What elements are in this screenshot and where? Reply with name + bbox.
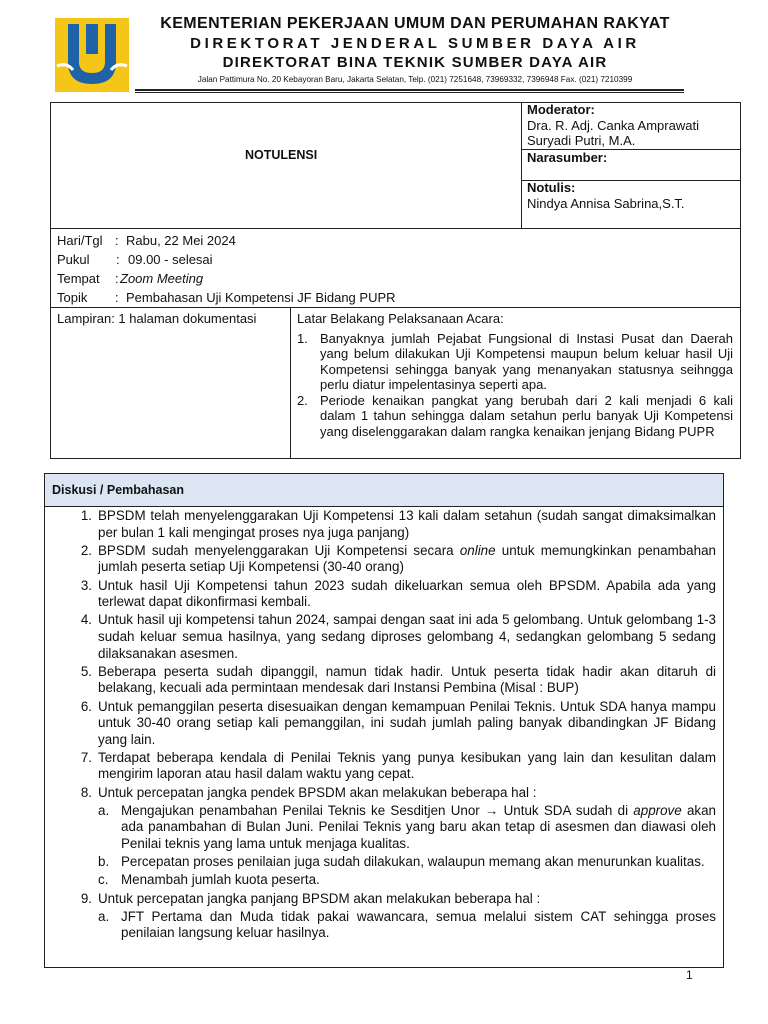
directorate-general-name: DIREKTORAT JENDERAL SUMBER DAYA AIR <box>190 35 640 52</box>
notulis-name: Nindya Annisa Sabrina,S.T. <box>527 196 685 211</box>
list-item: 1. BPSDM telah menyelenggarakan Uji Kompetensi 13 kali dalam setahun (sudah sangat dimaksimalkan per bulan 1 kali mengingat proses nya juga panjang) <box>80 508 716 540</box>
sub-item: c. Menambah jumlah kuota peserta. <box>98 872 320 888</box>
page-number: 1 <box>686 968 693 982</box>
latar-heading: Latar Belakang Pelaksanaan Acara: <box>297 311 504 326</box>
topik-value: Pembahasan Uji Kompetensi JF Bidang PUPR <box>126 290 396 305</box>
tempat-value: Zoom Meeting <box>120 271 204 286</box>
meeting-details <box>57 231 527 307</box>
list-item: 9. Untuk percepatan jangka panjang BPSDM akan melakukan beberapa hal : a. JFT Pertama dan Muda tidak pakai wawancara, semua melalui sistem CAT sehingga proses penilaian langsung keluar hasilnya. <box>80 890 716 941</box>
info-divider-3 <box>50 228 741 229</box>
narasumber-label: Narasumber: <box>527 150 608 165</box>
header-rule-thick <box>135 89 684 91</box>
pukul-value: 09.00 - selesai <box>128 252 213 267</box>
hari-value: Rabu, 22 Mei 2024 <box>126 233 236 248</box>
pukul-sep: : <box>116 252 120 267</box>
diskusi-header <box>44 473 724 507</box>
latar-section <box>297 311 733 439</box>
letterhead <box>135 14 695 87</box>
sub-item: b. Percepatan proses penilaian juga sudah dilakukan, walaupun memang akan menurunkan kualitas. <box>98 854 705 870</box>
list-item: 3. Untuk hasil Uji Kompetensi tahun 2023 sudah dikeluarkan semua oleh BPSDM. Apabila ada yang terlewat dapat dikonfirmasi kembali. <box>80 577 716 610</box>
diskusi-list <box>72 508 716 944</box>
pupr-logo <box>55 18 129 92</box>
diskusi-heading: Diskusi / Pembahasan <box>52 483 185 497</box>
topik-sep: : <box>115 290 119 305</box>
tempat-label: Tempat <box>57 271 100 286</box>
list-item: 2. BPSDM sudah menyelenggarakan Uji Kompetensi secara online untuk memungkinkan penambahan jumlah peserta setiap Uji Kompetensi (30-40 orang) <box>80 542 716 575</box>
address-line: Jalan Pattimura No. 20 Kebayoran Baru, Jakarta Selatan, Telp. (021) 7251648, 73969332, 7396948 Fax. (021) 7210399 <box>197 75 633 84</box>
ministry-name: KEMENTERIAN PEKERJAAN UMUM DAN PERUMAHAN RAKYAT <box>160 15 670 32</box>
list-item: 2. Periode kenaikan pangkat yang berubah dari 2 kali menjadi 6 kali dalam 1 tahun sehingga dalam setahun perlu banyak Uji Kompetensi yang diselenggarakan dalam rangka kenaikan jenjang Bidang PUPR <box>297 392 733 439</box>
list-item: 1. Banyaknya jumlah Pejabat Fungsional di Instasi Pusat dan Daerah yang belum dilakukan Uji Kompetensi maupun belum keluar hasil Uji Kompetensi sehingga banyak yang menanyakan statusnya seihngga perlu diatur impelentasinya seperti apa. <box>297 330 733 392</box>
latar-list <box>297 331 733 440</box>
document-title: NOTULENSI <box>245 148 318 162</box>
list-item: 5. Beberapa peserta sudah dipanggil, namun tidak hadir. Untuk peserta tidak hadir akan ditaruh di belakang, kecuali ada permintaan mendesak dari Instansi Pembina (Misal : BUP) <box>80 663 716 696</box>
hari-label: Hari/Tgl <box>57 233 103 248</box>
lampiran-text: Lampiran: 1 halaman dokumentasi <box>57 311 257 326</box>
pukul-label: Pukul <box>57 252 90 267</box>
list-item: 8. Untuk percepatan jangka pendek BPSDM akan melakukan beberapa hal : a. Mengajukan penambahan Penilai Teknis ke Sesditjen Unor → Untuk SDA sudah di approve akan ada panambahan di Bulan Juni. Penilai Teknis yang baru akan tetap di asesmen dan diawasi oleh Penilai teknis yang lama untuk menjaga kualitas. b. Percepatan proses penilaian juga sudah dilakukan, walaupun memang akan menurunkan kualitas. c. Menambah jumlah kuota peserta. <box>80 784 716 888</box>
hari-sep: : <box>115 233 119 248</box>
arrow-icon: → <box>485 802 499 818</box>
list-item: 6. Untuk pemanggilan peserta disesuaikan dengan kemampuan Penilai Teknis. Untuk SDA hanya mampu untuk 30-40 orang setiap kali pemanggilan, ini sudah jumlah paling banyak dibandingkan JF Bidang yang lain. <box>80 698 716 747</box>
list-item: 4. Untuk hasil uji kompetensi tahun 2024, sampai dengan saat ini ada 5 gelombang. Untuk gelombang 1-3 sudah keluar semua hasilnya, yang sedang diproses gelombang 4, sedangkan gelombang 5 sedang dilaksanakan asesmen. <box>80 612 716 661</box>
latar-item-1: Banyaknya jumlah Pejabat Fungsional di Instasi Pusat dan Daerah yang belum dilakukan Uji Kompetensi maupun belum keluar hasil Uji Kompetensi sehingga banyak yang menanyakan statusnya seihngga perlu diatur impelentasinya seperti apa. <box>320 330 733 392</box>
directorate-name: DIREKTORAT BINA TEKNIK SUMBER DAYA AIR <box>222 54 608 71</box>
topik-label: Topik <box>57 290 88 305</box>
tempat-sep: : <box>115 271 119 286</box>
sub-item: a. JFT Pertama dan Muda tidak pakai wawancara, semua melalui sistem CAT sehingga proses penilaian langsung keluar hasilnya. <box>98 908 716 941</box>
latar-item-2: Periode kenaikan pangkat yang berubah dari 2 kali menjadi 6 kali dalam 1 tahun sehingga dalam setahun perlu banyak Uji Kompetensi yang diselenggarakan dalam rangka kenaikan jenjang Bidang PUPR <box>320 392 733 439</box>
sub-item: a. Mengajukan penambahan Penilai Teknis ke Sesditjen Unor → Untuk SDA sudah di approve akan ada panambahan di Bulan Juni. Penilai Teknis yang baru akan tetap di asesmen dan diawasi oleh Penilai teknis yang lama untuk menjaga kualitas. <box>98 802 716 852</box>
info-divider-vertical-2 <box>290 307 291 459</box>
info-divider-vertical <box>521 102 522 228</box>
moderator-name-line-1: Dra. R. Adj. Canka Amprawati <box>527 118 699 133</box>
notulis-label: Notulis: <box>527 180 576 195</box>
moderator-name-line-2: Suryadi Putri, M.A. <box>527 133 636 148</box>
list-item: 7. Terdapat beberapa kendala di Penilai Teknis yang punya kesibukan yang lain dan kesulitan dalam mengirim laporan atau hasil dalam waktu yang cepat. <box>80 749 716 782</box>
header-rule-thin <box>135 92 684 93</box>
info-divider-4 <box>50 307 741 308</box>
moderator-label: Moderator: <box>527 102 595 117</box>
